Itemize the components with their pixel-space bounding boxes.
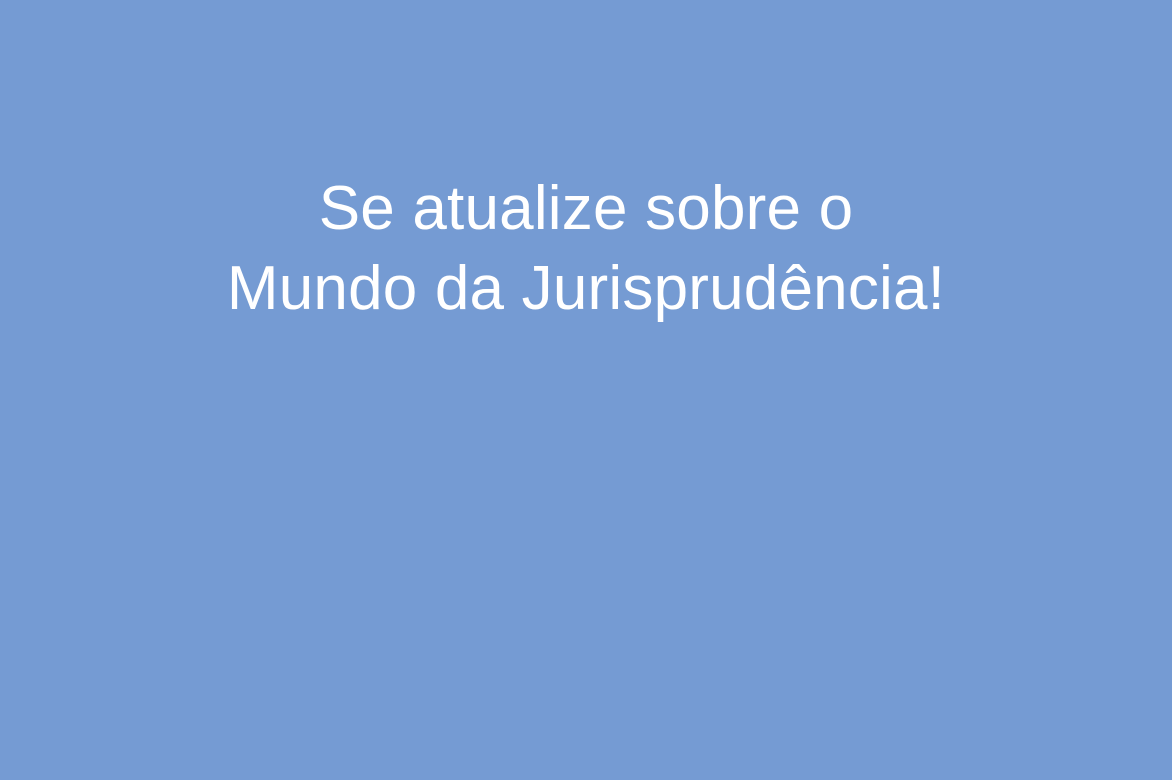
hero-headline-line-1: Se atualize sobre o (318, 174, 854, 243)
hero-headline (0, 169, 1172, 329)
hero-headline-line-2: Mundo da Jurisprudência! (226, 254, 946, 323)
